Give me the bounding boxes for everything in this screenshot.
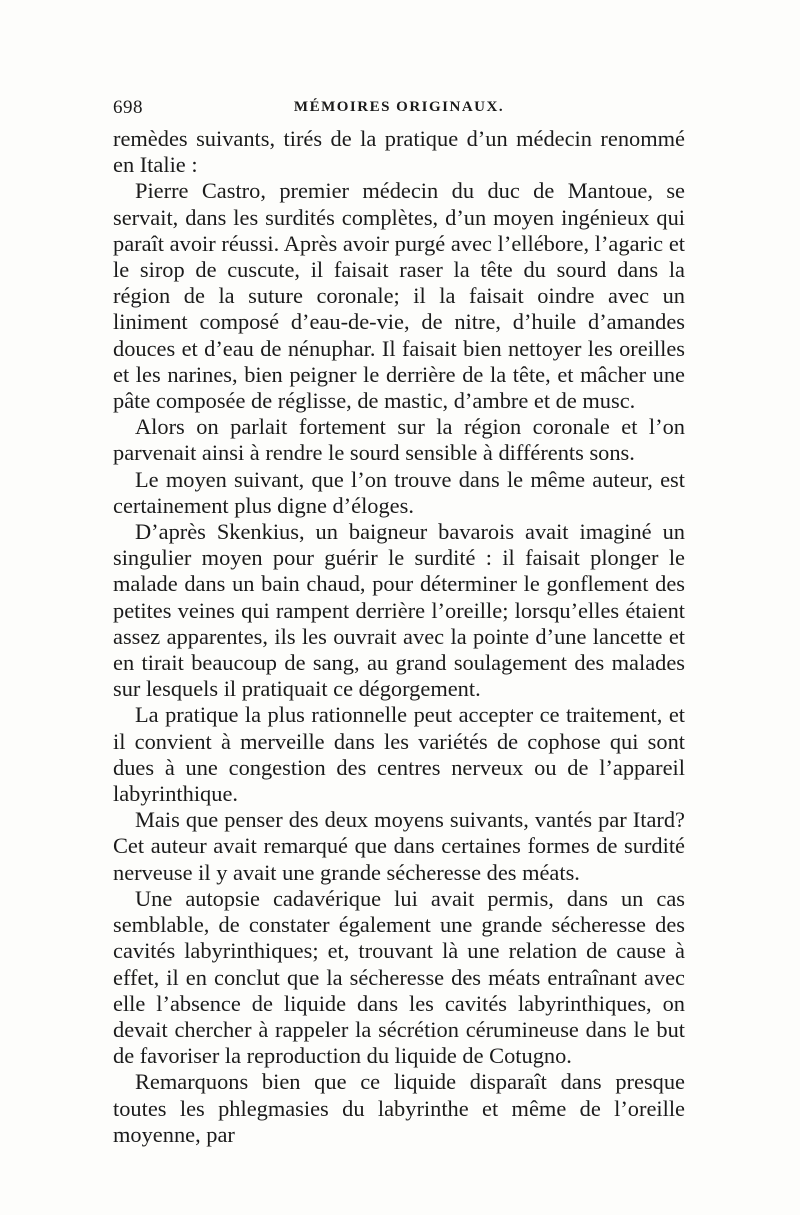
paragraph: Une autopsie cadavérique lui avait permis, dans un cas semblable, de constater également une grande sécheresse des cavités labyrinthiques; et, trouvant là une relation de cause à effet, il en conclut que la sécheresse des méats entraînant avec elle l’absence de liquide dans les cavités labyrinthiques, on devait chercher à rappeler la sécrétion cérumineuse dans le but de favoriser la reproduction du liquide de Cotugno. [113,885,685,1069]
paragraph: Mais que penser des deux moyens suivants, vantés par Itard? Cet auteur avait remarqué que dans certaines formes de surdité nerveuse il y avait une grande sécheresse des méats. [113,807,685,885]
paragraph: Pierre Castro, premier médecin du duc de Mantoue, se servait, dans les surdités complètes, d’un moyen ingénieux qui paraît avoir réussi. Après avoir purgé avec l’ellébore, l’agaric et le sirop de cuscute, il faisait raser la tête du sourd dans la région de la suture coronale; il la faisait oindre avec un liniment composé d’eau-de-vie, de nitre, d’huile d’amandes douces et d’eau de nénuphar. Il faisait bien nettoyer les oreilles et les narines, bien peigner le derrière de la tête, et mâcher une pâte composée de réglisse, de mastic, d’ambre et de musc. [113,178,685,414]
running-title: MÉMOIRES ORIGINAUX. [293,99,505,115]
paragraph: Le moyen suivant, que l’on trouve dans le même auteur, est certainement plus digne d’éloges. [113,466,685,518]
page-header [113,97,685,127]
paragraph: Alors on parlait fortement sur la région coronale et l’on parvenait ainsi à rendre le sourd sensible à différents sons. [113,414,685,466]
paragraph: D’après Skenkius, un baigneur bavarois avait imaginé un singulier moyen pour guérir le surdité : il faisait plonger le malade dans un bain chaud, pour déterminer le gonflement des petites veines qui rampent derrière l’oreille; lorsqu’elles étaient assez apparentes, ils les ouvrait avec la pointe d’une lancette et en tirait beaucoup de sang, au grand soulagement des malades sur lesquels il pratiquait ce dégorgement. [113,519,685,702]
paragraph: remèdes suivants, tirés de la pratique d’un médecin renommé en Italie : [113,126,685,178]
paragraph: Remarquons bien que ce liquide disparaît dans presque toutes les phlegmasies du labyrinthe et même de l’oreille moyenne, par [113,1069,685,1147]
body-text [113,126,685,1148]
page-number: 698 [113,97,143,118]
paragraph: La pratique la plus rationnelle peut accepter ce traitement, et il convient à merveille dans les variétés de cophose qui sont dues à une congestion des centres nerveux ou de l’appareil labyrinthique. [113,702,685,807]
